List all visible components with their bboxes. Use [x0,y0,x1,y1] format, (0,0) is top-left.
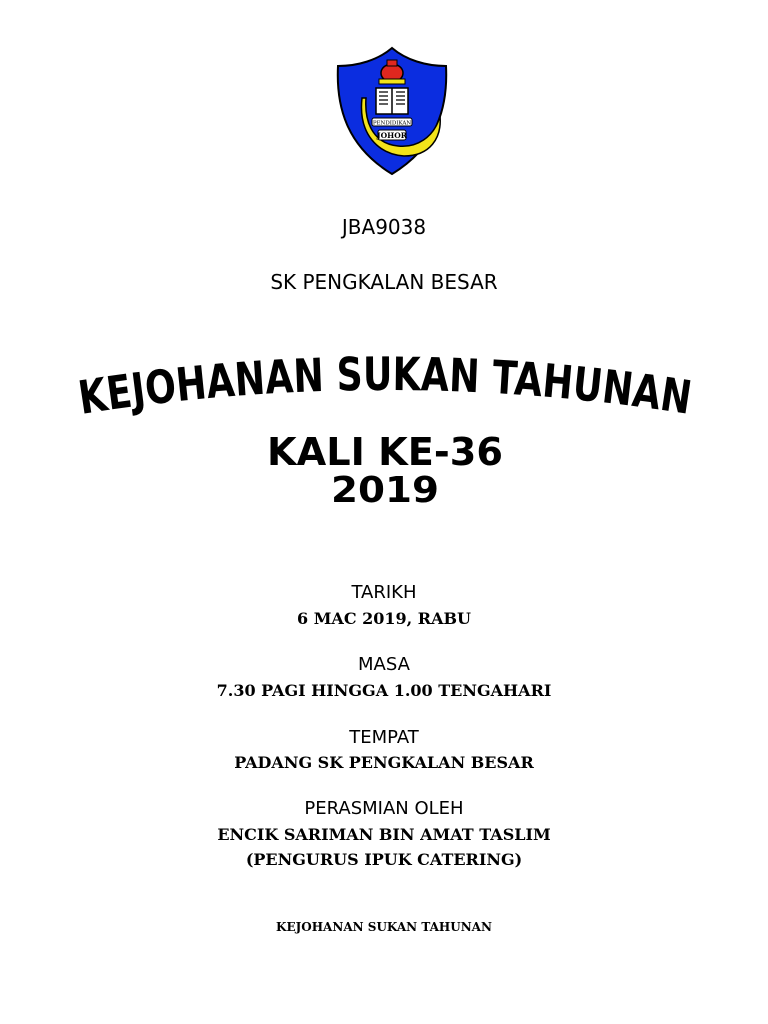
school-code: JBA9038 [341,215,427,239]
officiator-name: ENCIK SARIMAN BIN AMAT TASLIM [217,825,551,844]
crest-scroll-bottom-text: JOHOR [377,131,407,140]
date-label: TARIKH [351,582,417,603]
event-title-banner [60,345,710,515]
venue-label: TEMPAT [349,727,419,748]
officiator-label: PERASMIAN OLEH [304,798,464,819]
time-label: MASA [358,654,410,675]
crest-scroll-top-text: PENDIDIKAN [372,120,412,127]
school-crest-logo [334,46,450,176]
officiator-role: (PENGURUS IPUK CATERING) [245,850,523,869]
event-title-year: 2019 [331,470,439,511]
date-value: 6 MAC 2019, RABU [297,609,471,628]
event-title-line2: KALI KE-36 [267,430,503,474]
footer-text: KEJOHANAN SUKAN TAHUNAN [276,920,492,934]
school-name: SK PENGKALAN BESAR [270,270,498,294]
venue-value: PADANG SK PENGKALAN BESAR [234,753,534,772]
event-title-line1: KEJOHANAN SUKAN TAHUNAN [74,346,704,427]
crest-book-emblem [376,88,408,114]
time-value: 7.30 PAGI HINGGA 1.00 TENGAHARI [216,681,552,700]
